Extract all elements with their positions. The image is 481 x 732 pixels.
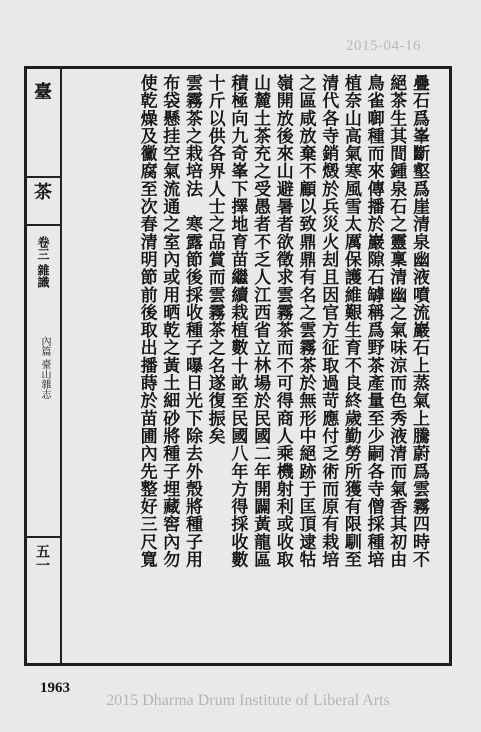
text-column: 嶺開放後來山避暑者欲徵求雲霧茶而不可得商人乘機射利或收取	[272, 74, 293, 569]
margin-rule-2	[24, 224, 60, 226]
text-column: 十斤以供各界人士之品賞而雲霧茶之名遂復振矣	[204, 74, 225, 445]
margin-category-glyph: 茶	[34, 182, 52, 203]
text-column: 疊石爲峯斷壑爲崖清泉幽液噴流巖石上蒸氣上騰蔚爲雲霧四時不	[409, 74, 429, 569]
text-column: 絕茶生其間鍾泉石之靈稟清幽之氣味涼而色秀液清而氣香其初由	[386, 74, 407, 569]
text-column: 雲霧茶之栽培法 寒露節後採收種子曝日光下除去外殼將種子用	[181, 74, 202, 569]
margin-rule-3	[24, 536, 60, 538]
text-column: 山麓土茶充之受愚者不乏人江西省立林場於民國二年開闢黃龍區	[250, 74, 271, 569]
text-column: 布袋懸挂空氣流通之室內或用晒乾之黃土細砂將種子埋藏窖內勿	[159, 74, 180, 569]
text-column: 使乾燥及黴腐至次春清明節前後取出播蒔於苗圃內先整好三尺寬	[136, 74, 157, 569]
margin-rule-1	[24, 176, 60, 178]
text-column: 植奈山高氣寒風雪太厲保護維艱生育不良終歲勤勞所獲有限馴至	[340, 74, 361, 569]
body-text	[68, 74, 430, 660]
text-column: 清代各寺銷燬於兵災火刦且因官方征取過苛應付乏術而原有栽培	[318, 74, 339, 569]
margin-folio: 五一	[34, 544, 50, 572]
left-margin	[24, 66, 62, 666]
margin-section-label: 卷三 雜識	[36, 236, 50, 289]
page-number: 1963	[40, 680, 70, 696]
text-column: 鳥雀啣種而來傳播於巖隙石罅稱爲野茶產量至少嗣各寺僧採種培	[363, 74, 384, 569]
margin-volume-glyph: 臺	[34, 82, 52, 103]
copyright-watermark: 2015 Dharma Drum Institute of Liberal Arts	[106, 692, 390, 709]
margin-subsection-label: 內篇 臺山雜志	[39, 336, 50, 400]
date-stamp: 2015-04-16	[346, 38, 421, 54]
text-column: 積極向九奇峯下擇地育苗繼續栽植數十畝至民國八年方得採收數	[227, 74, 248, 569]
text-column: 之區咸放棄不顧以致鼎鼎有名之雲霧茶於無形中絕跡于匡頂逮牯	[295, 74, 316, 569]
